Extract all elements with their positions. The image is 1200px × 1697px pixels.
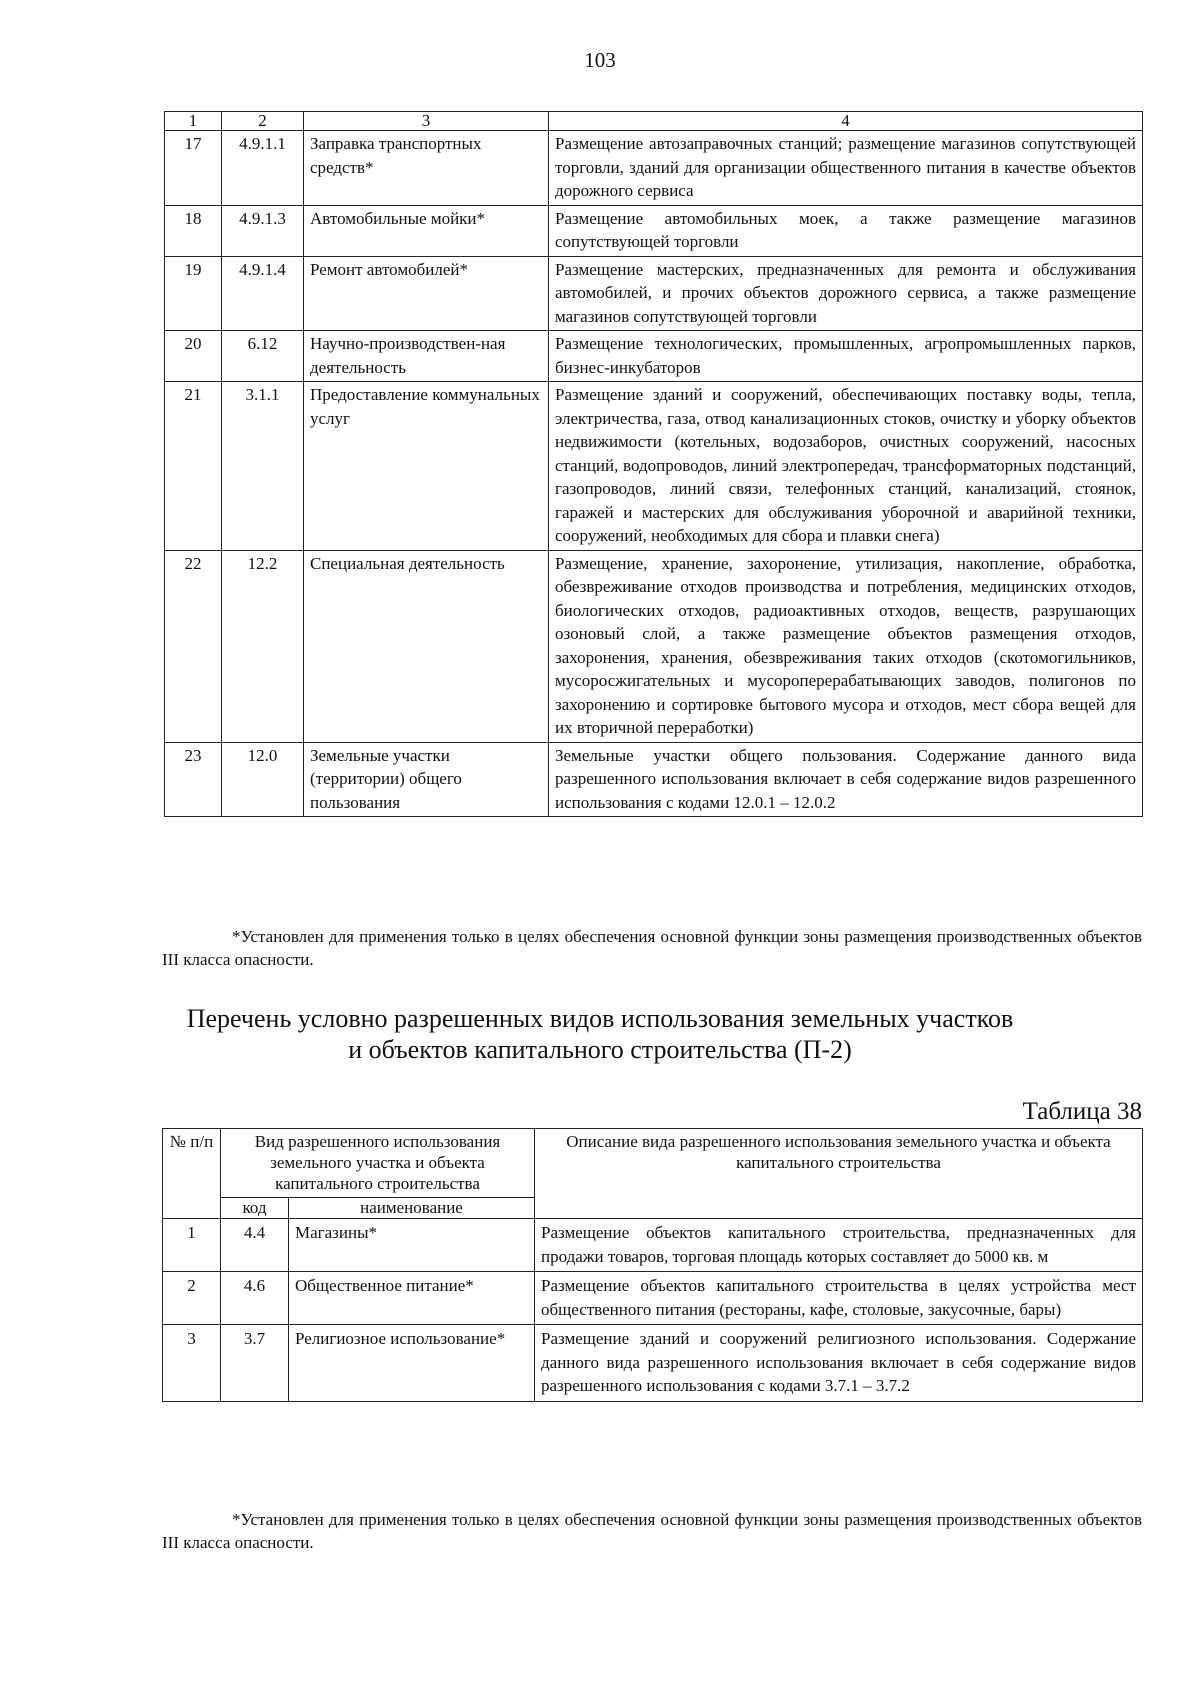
- use-code: 3.7: [221, 1325, 289, 1402]
- use-description: Размещение зданий и сооружений религиозного использования. Содержание данного вида разрешенного использования включает в себя содержание видов разрешенного использования с кодами 3.7.1 – 3.7.2: [535, 1325, 1143, 1402]
- row-number: 21: [165, 382, 222, 551]
- table-row: [165, 742, 1143, 817]
- header-description: Описание вида разрешенного использования земельного участка и объекта капитального строительства: [535, 1129, 1143, 1219]
- use-code: 4.9.1.1: [222, 131, 304, 206]
- use-name: Религиозное использование*: [289, 1325, 535, 1402]
- table-header-row: [163, 1129, 1143, 1198]
- use-description: Размещение, хранение, захоронение, утилизация, накопление, обработка, обезвреживание отходов производства и потребления, медицинских отходов, биологических отходов, радиоактивных отходов, веществ, разрушающих озоновый слой, а также размещение объектов размещения отходов, захоронения, хранения, обезвреживания таких отходов (скотомогильников, мусоросжигательных и мусороперерабатывающих заводов, полигонов по захоронению и сортировке бытового мусора и отходов, мест сбора вещей для их вторичной переработки): [549, 550, 1143, 742]
- use-description: Размещение объектов капитального строительства, предназначенных для продажи товаров, торговая площадь которых составляет до 5000 кв. м: [535, 1219, 1143, 1272]
- row-number: 17: [165, 131, 222, 206]
- table-row: [165, 256, 1143, 331]
- row-number: 22: [165, 550, 222, 742]
- table-row: [165, 331, 1143, 382]
- heading-line: Перечень условно разрешенных видов использования земельных участков: [186, 1004, 1014, 1033]
- use-description: Размещение зданий и сооружений, обеспечивающих поставку воды, тепла, электричества, газа, отвод канализационных стоков, очистку и уборку объектов недвижимости (котельных, водозаборов, очистных сооружений, насосных станций, водопроводов, линий электропередач, трансформаторных подстанций, газопроводов, линий связи, телефонных станций, канализаций, стоянок, гаражей и мастерских для обслуживания уборочной и аварийной техники, сооружений, необходимых для сбора и плавки снега): [549, 382, 1143, 551]
- use-code: 4.9.1.3: [222, 205, 304, 256]
- row-number: 18: [165, 205, 222, 256]
- table-caption: Таблица 38: [1022, 1098, 1142, 1125]
- use-name: Специальная деятельность: [304, 550, 549, 742]
- table-row: [163, 1272, 1143, 1325]
- conditional-uses-table: [162, 1128, 1143, 1402]
- header-code: код: [221, 1198, 289, 1219]
- use-name: Автомобильные мойки*: [304, 205, 549, 256]
- header-cell: 2: [222, 112, 304, 131]
- table-header-row: [165, 112, 1143, 131]
- row-number: 1: [163, 1219, 221, 1272]
- footnote: *Установлен для применения только в целях обеспечения основной функции зоны размещения производственных объектов III класса опасности.: [162, 1510, 1142, 1552]
- use-code: 4.9.1.4: [222, 256, 304, 331]
- table-row: [165, 131, 1143, 206]
- table-row: [163, 1325, 1143, 1402]
- use-code: 12.2: [222, 550, 304, 742]
- header-cell: 3: [304, 112, 549, 131]
- row-number: 3: [163, 1325, 221, 1402]
- use-description: Земельные участки общего пользования. Содержание данного вида разрешенного использования включает в себя содержание видов разрешенного использования с кодами 12.0.1 – 12.0.2: [549, 742, 1143, 817]
- row-number: 2: [163, 1272, 221, 1325]
- use-description: Размещение автомобильных моек, а также размещение магазинов сопутствующей торговли: [549, 205, 1143, 256]
- use-code: 6.12: [222, 331, 304, 382]
- row-number: 19: [165, 256, 222, 331]
- use-name: Научно-производствен-ная деятельность: [304, 331, 549, 382]
- section-heading: [0, 1003, 1200, 1065]
- row-number: 23: [165, 742, 222, 817]
- use-code: 3.1.1: [222, 382, 304, 551]
- use-description: Размещение технологических, промышленных, агропромышленных парков, бизнес-инкубаторов: [549, 331, 1143, 382]
- header-cell: 1: [165, 112, 222, 131]
- footnote: *Установлен для применения только в целях обеспечения основной функции зоны размещения производственных объектов III класса опасности.: [162, 927, 1142, 969]
- use-name: Предоставление коммунальных услуг: [304, 382, 549, 551]
- use-description: Размещение мастерских, предназначенных для ремонта и обслуживания автомобилей, и прочих объектов дорожного сервиса, а также размещение магазинов сопутствующей торговли: [549, 256, 1143, 331]
- header-name: наименование: [289, 1198, 535, 1219]
- use-name: Заправка транспортных средств*: [304, 131, 549, 206]
- use-name: Ремонт автомобилей*: [304, 256, 549, 331]
- table-row: [163, 1219, 1143, 1272]
- header-kind: Вид разрешенного использования земельного участка и объекта капитального строительства: [221, 1129, 535, 1198]
- table-row: [165, 382, 1143, 551]
- use-name: Общественное питание*: [289, 1272, 535, 1325]
- permitted-uses-table: [164, 111, 1143, 817]
- use-name: Земельные участки (территории) общего пользования: [304, 742, 549, 817]
- table-row: [165, 550, 1143, 742]
- use-code: 4.4: [221, 1219, 289, 1272]
- header-cell: 4: [549, 112, 1143, 131]
- use-description: Размещение автозаправочных станций; размещение магазинов сопутствующей торговли, зданий для организации общественного питания в качестве объектов дорожного сервиса: [549, 131, 1143, 206]
- header-number: № п/п: [163, 1129, 221, 1219]
- row-number: 20: [165, 331, 222, 382]
- heading-line: и объектов капитального строительства (П-2): [348, 1035, 852, 1064]
- use-description: Размещение объектов капитального строительства в целях устройства мест общественного питания (рестораны, кафе, столовые, закусочные, бары): [535, 1272, 1143, 1325]
- use-name: Магазины*: [289, 1219, 535, 1272]
- table-row: [165, 205, 1143, 256]
- page-number: 103: [584, 48, 616, 72]
- use-code: 4.6: [221, 1272, 289, 1325]
- use-code: 12.0: [222, 742, 304, 817]
